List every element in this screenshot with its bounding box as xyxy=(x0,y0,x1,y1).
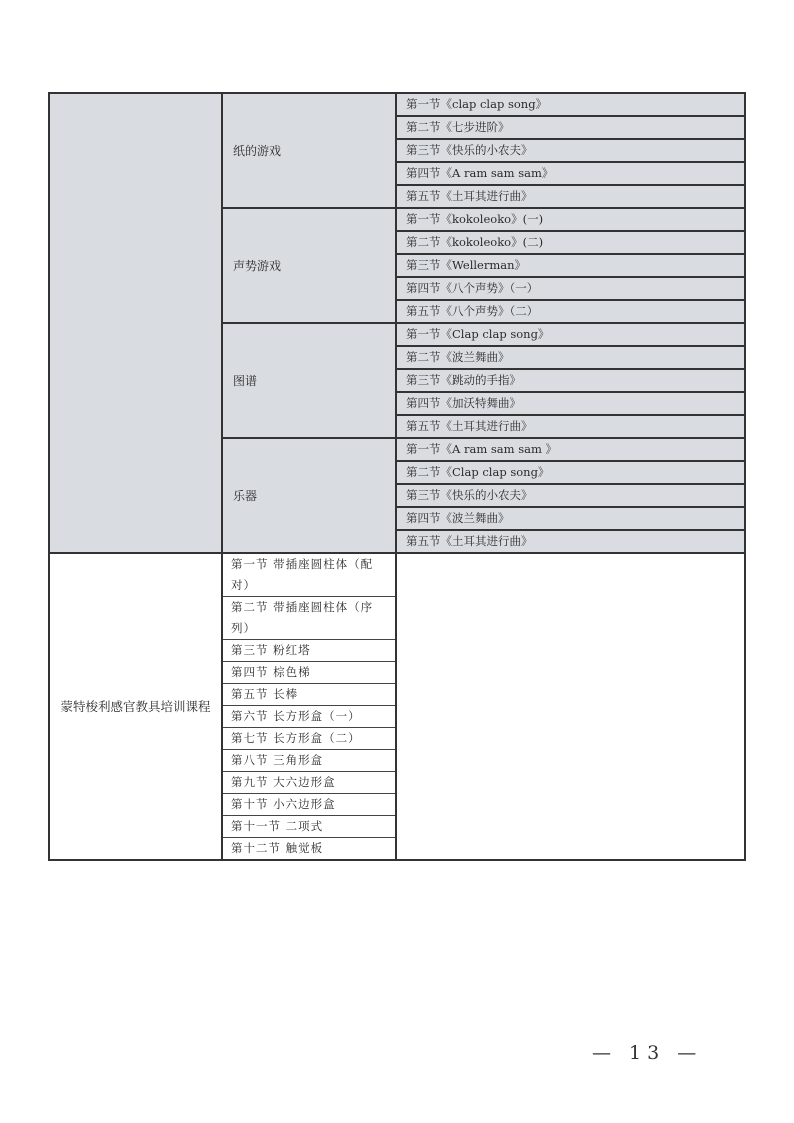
group-body-percussion xyxy=(223,207,744,322)
lesson-row: 第一节《A ram sam sam 》 xyxy=(397,439,744,460)
lesson-row: 第六节 长方形盒（一） xyxy=(223,705,395,727)
lesson-row: 第一节 带插座圆柱体（配对） xyxy=(231,557,374,592)
lesson-row: 第八节 三角形盒 xyxy=(223,749,395,771)
lesson-row: 第九节 大六边形盒 xyxy=(223,771,395,793)
lesson-row: 第三节《快乐的小农夫》 xyxy=(397,138,744,161)
lesson-row: 第二节《波兰舞曲》 xyxy=(397,345,744,368)
section-category-cell xyxy=(50,94,223,552)
group-paper-games xyxy=(223,94,744,207)
lesson-row: 第三节《Wellerman》 xyxy=(397,253,744,276)
lesson-row: 第五节《八个声势》（二） xyxy=(397,299,744,322)
lesson-row: 第四节《加沃特舞曲》 xyxy=(397,391,744,414)
lesson-row: 第三节 粉红塔 xyxy=(223,639,395,661)
lesson-row: 第五节《土耳其进行曲》 xyxy=(397,414,744,437)
lesson-row: 第三节《跳动的手指》 xyxy=(397,368,744,391)
group-name: 声势游戏 xyxy=(223,209,397,322)
lesson-row: 第七节 长方形盒（二） xyxy=(223,727,395,749)
lesson-row: 第十二节 触觉板 xyxy=(223,837,395,859)
lesson-row: 第五节 长棒 xyxy=(223,683,395,705)
lesson-row: 第十节 小六边形盒 xyxy=(223,793,395,815)
group-name: 乐器 xyxy=(223,439,397,552)
empty-cell xyxy=(397,554,744,859)
section-category-cell: 蒙特梭利感官教具培训课程 xyxy=(50,554,223,859)
lesson-row: 第十一节 二项式 xyxy=(223,815,395,837)
lesson-row: 第五节《土耳其进行曲》 xyxy=(397,529,744,552)
lesson-row: 第二节《Clap clap song》 xyxy=(397,460,744,483)
page-number: — 13 — xyxy=(592,1042,703,1064)
montessori-section xyxy=(50,552,744,859)
lesson-row: 第二节《kokoleoko》(二) xyxy=(397,230,744,253)
group-graphic-score xyxy=(223,322,744,437)
lesson-row: 第二节《七步进阶》 xyxy=(397,115,744,138)
lesson-row: 第四节《A ram sam sam》 xyxy=(397,161,744,184)
montessori-lesson-list xyxy=(223,554,397,859)
lesson-row: 第四节《八个声势》（一） xyxy=(397,276,744,299)
music-games-section xyxy=(50,94,744,552)
lesson-row: 第三节《快乐的小农夫》 xyxy=(397,483,744,506)
group-name: 图谱 xyxy=(223,324,397,437)
lesson-row: 第一节《Clap clap song》 xyxy=(397,324,744,345)
group-name: 纸的游戏 xyxy=(223,94,397,207)
lesson-row: 第四节 棕色梯 xyxy=(223,661,395,683)
lesson-row: 第四节《波兰舞曲》 xyxy=(397,506,744,529)
lesson-row: 第五节《土耳其进行曲》 xyxy=(397,184,744,207)
lesson-row: 第二节 带插座圆柱体（序列） xyxy=(223,596,395,639)
curriculum-table xyxy=(48,92,746,861)
group-instruments xyxy=(223,437,744,552)
lesson-row: 第一节《clap clap song》 xyxy=(397,94,744,115)
lesson-row: 第一节《kokoleoko》(一) xyxy=(397,209,744,230)
